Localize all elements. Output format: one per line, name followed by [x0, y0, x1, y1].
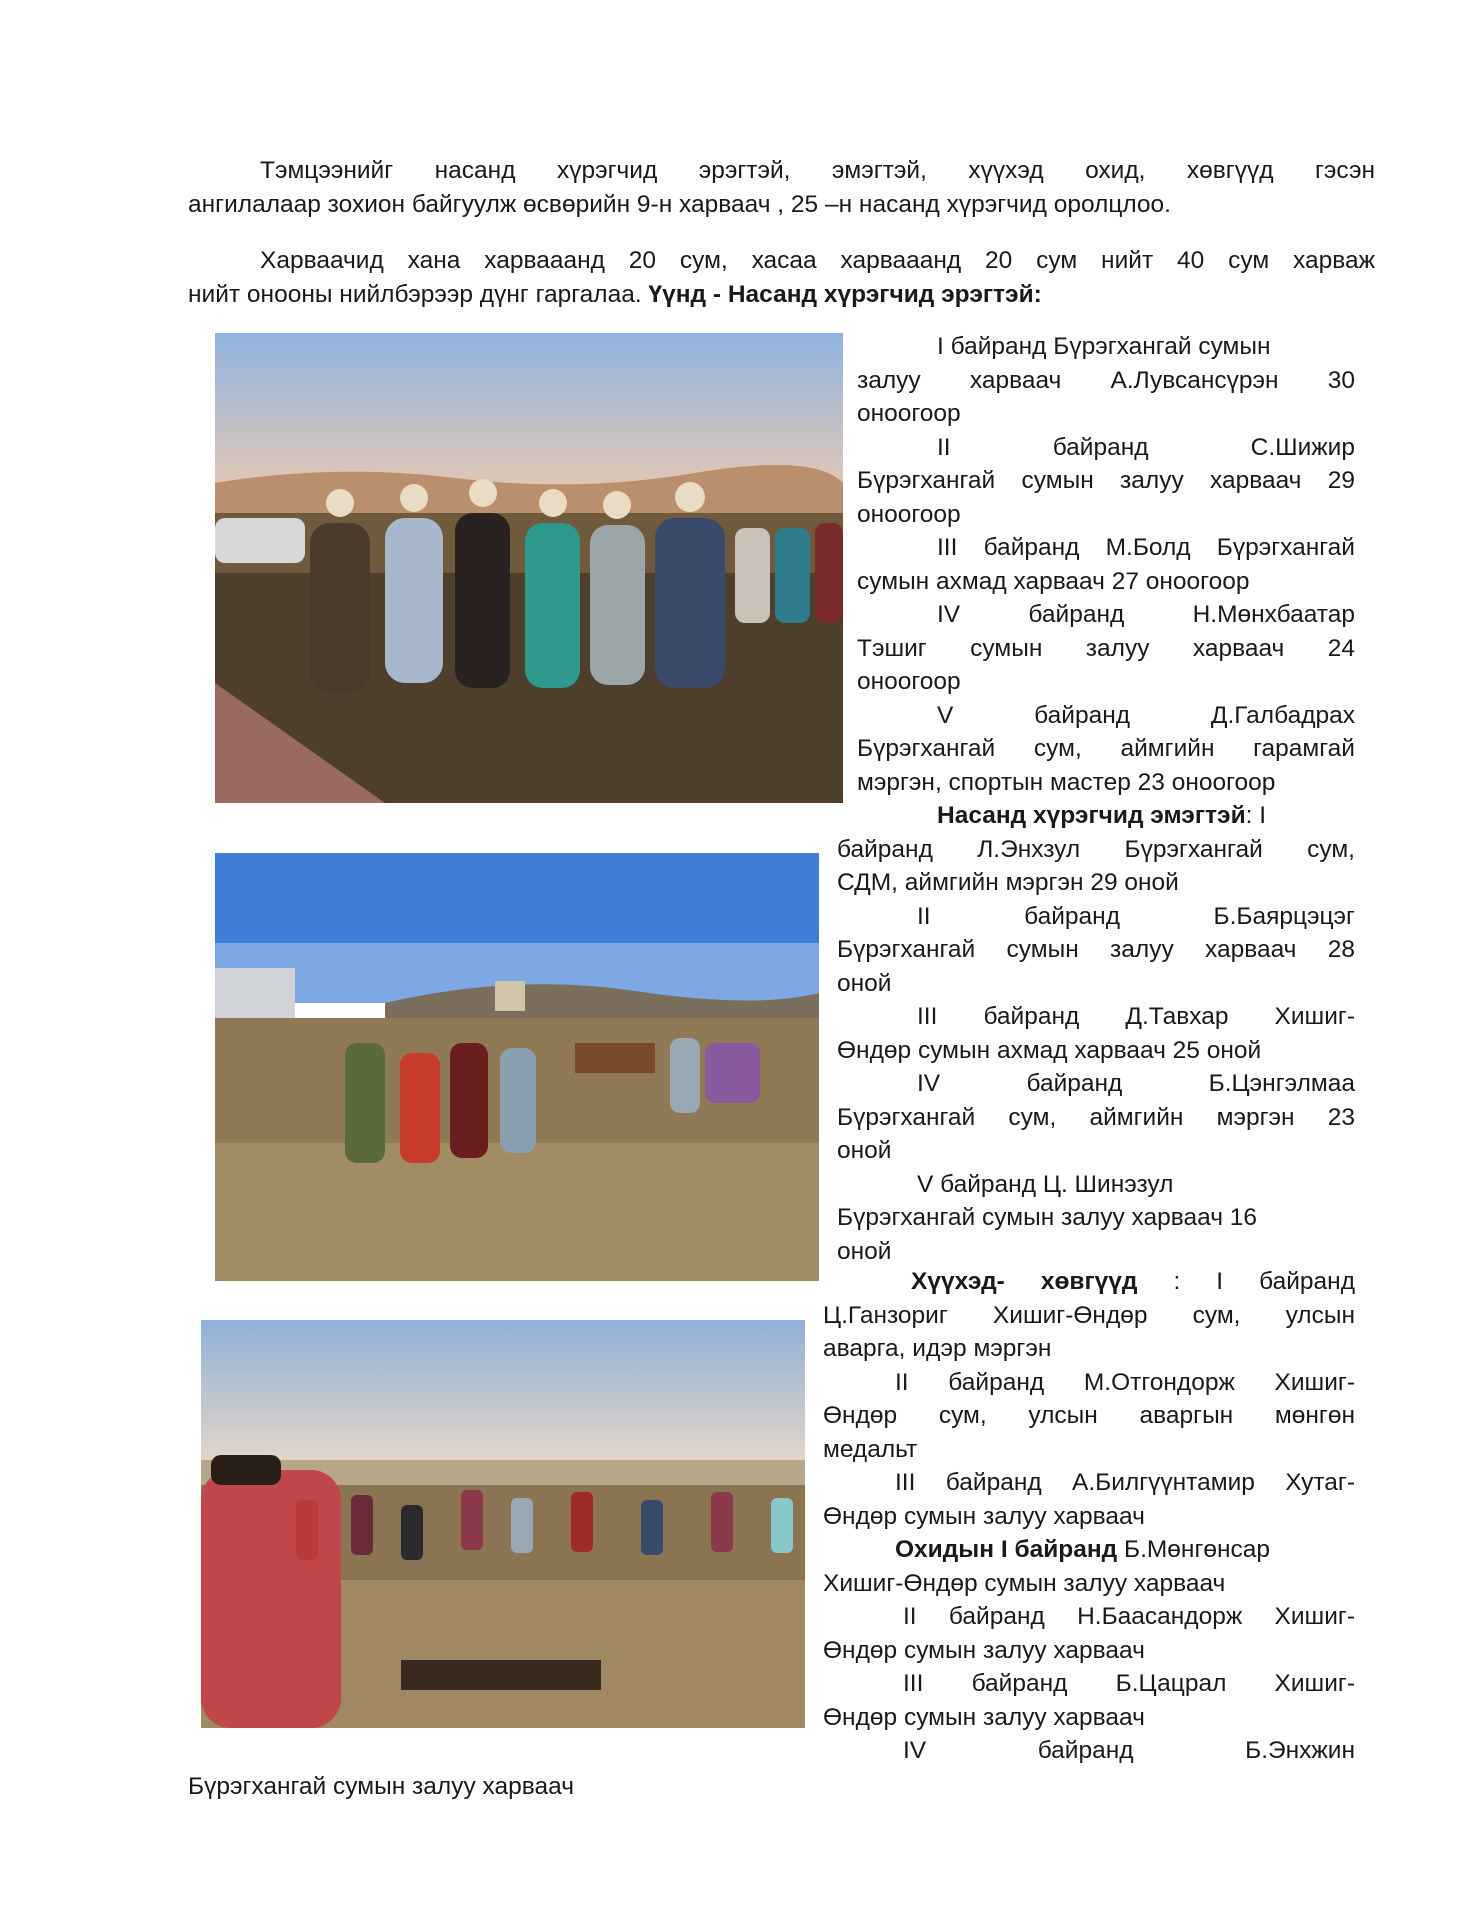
- photo-award-ceremony: [215, 333, 843, 803]
- girls-place-4-line-a: IV байранд Б.Энхжин: [903, 1737, 1355, 1764]
- women-place-2-line-b: Бүрэгхангай сумын залуу харваач 28: [837, 936, 1355, 963]
- intro-paragraph-2: [188, 244, 1375, 312]
- men-place-3-line-b: сумын ахмад харваач 27 оноогоор: [857, 567, 1250, 595]
- bottom-continuation-line: Бүрэгхангай сумын залуу харваач: [188, 1773, 574, 1800]
- boys-place-1-line-a: : I байранд: [1137, 1268, 1355, 1295]
- women-place-5-line-c: оной: [837, 1237, 892, 1265]
- women-place-4-line-b: Бүрэгхангай сум, аймгийн мэргэн 23: [837, 1103, 1355, 1131]
- men-place-1-line-a: I байранд Бүрэгхангай сумын: [937, 333, 1271, 360]
- boys-place-1-line-b: Ц.Ганзориг Хишиг-Өндөр сум, улсын: [823, 1301, 1355, 1329]
- girls-place-3-line-b: Өндөр сумын залуу харваач: [823, 1703, 1145, 1731]
- men-place-3-line-a: III байранд М.Болд Бүрэгхангай: [937, 534, 1355, 561]
- men-place-5-line-c: мэргэн, спортын мастер 23 оноогоор: [857, 768, 1276, 796]
- girls-place-3-line-a: III байранд Б.Цацрал Хишиг-: [903, 1670, 1355, 1697]
- women-place-2-line-a: II байранд Б.Баярцэцэг: [917, 902, 1355, 930]
- boys-place-1-line-c: аварга, идэр мэргэн: [823, 1335, 1052, 1362]
- women-place-2-line-c: оной: [837, 969, 892, 997]
- men-place-2-line-c: оноогоор: [857, 500, 961, 528]
- men-results: [857, 330, 1355, 799]
- men-place-1-line-c: оноогоор: [857, 400, 961, 427]
- men-place-4-line-c: оноогоор: [857, 668, 961, 695]
- girls-place-2-line-a: II байранд Н.Баасандорж Хишиг-: [903, 1603, 1355, 1630]
- women-place-4-line-c: оной: [837, 1137, 892, 1164]
- women-section-heading: Насанд хүрэгчид эмэгтэй: [937, 802, 1246, 829]
- men-place-1-line-b: залуу харваач А.Лувсансүрэн 30: [857, 366, 1355, 394]
- women-place-4-line-a: IV байранд Б.Цэнгэлмаа: [917, 1070, 1355, 1097]
- men-place-4-line-a: IV байранд Н.Мөнхбаатар: [937, 601, 1355, 628]
- boys-place-2-line-b: Өндөр сум, улсын аваргын мөнгөн: [823, 1402, 1355, 1429]
- men-section-heading: Үүнд - Насанд хүрэгчид эрэгтэй:: [648, 281, 1042, 308]
- boys-place-2-line-c: медальт: [823, 1435, 918, 1463]
- photo-women-archers: [215, 853, 819, 1281]
- kids-results: [823, 1265, 1355, 1768]
- men-place-5-line-b: Бүрэгхангай сум, аймгийн гарамгай: [857, 735, 1355, 762]
- men-place-5-line-a: V байранд Д.Галбадрах: [937, 701, 1355, 729]
- boys-section-heading: Хүүхэд- хөвгүүд: [911, 1268, 1138, 1295]
- intro-p2-line1: Харваачид хана харвааанд 20 сум, хасаа харвааанд 20 сум нийт 40 сум харваж: [260, 247, 1375, 274]
- girls-section-heading: Охидын I байранд: [895, 1536, 1118, 1563]
- women-place-1-line-b: байранд Л.Энхзул Бүрэгхангай сум,: [837, 835, 1355, 863]
- girls-place-1-line-b: Хишиг-Өндөр сумын залуу харваач: [823, 1569, 1226, 1597]
- women-place-3-line-b: Өндөр сумын ахмад харваач 25 оной: [837, 1036, 1262, 1064]
- men-place-2-line-b: Бүрэгхангай сумын залуу харваач 29: [857, 467, 1355, 494]
- intro-paragraph-1: [188, 154, 1375, 222]
- intro-p1-line1: Тэмцээнийг насанд хүрэгчид эрэгтэй, эмэгтэй, хүүхэд охид, хөвгүүд гэсэн: [260, 157, 1375, 184]
- photo-kids-archery: [201, 1320, 805, 1728]
- intro-p1-line2: ангилалаар зохион байгуулж өсвөрийн 9-н харваач , 25 –н насанд хүрэгчид оролцлоо.: [188, 191, 1171, 218]
- women-results: [837, 799, 1355, 1268]
- girls-place-1-line-a: Б.Мөнгөнсар: [1117, 1536, 1271, 1563]
- men-place-4-line-b: Тэшиг сумын залуу харваач 24: [857, 634, 1355, 662]
- women-place-5-line-a: V байранд Ц. Шинэзул: [917, 1170, 1174, 1198]
- girls-place-2-line-b: Өндөр сумын залуу харваач: [823, 1636, 1145, 1664]
- women-place-1-line-a: : I: [1245, 802, 1267, 829]
- intro-p2-line2: нийт онооны нийлбэрээр дүнг гаргалаа.: [188, 281, 642, 308]
- boys-place-3-line-a: III байранд А.Билгүүнтамир Хутаг-: [895, 1469, 1355, 1496]
- women-place-3-line-a: III байранд Д.Тавхар Хишиг-: [917, 1003, 1355, 1030]
- boys-place-3-line-b: Өндөр сумын залуу харваач: [823, 1502, 1145, 1530]
- men-place-2-line-a: II байранд С.Шижир: [937, 433, 1355, 461]
- women-place-1-line-c: СДМ, аймгийн мэргэн 29 оной: [837, 869, 1179, 896]
- boys-place-2-line-a: II байранд М.Отгондорж Хишиг-: [895, 1368, 1355, 1396]
- women-place-5-line-b: Бүрэгхангай сумын залуу харваач 16: [837, 1204, 1258, 1231]
